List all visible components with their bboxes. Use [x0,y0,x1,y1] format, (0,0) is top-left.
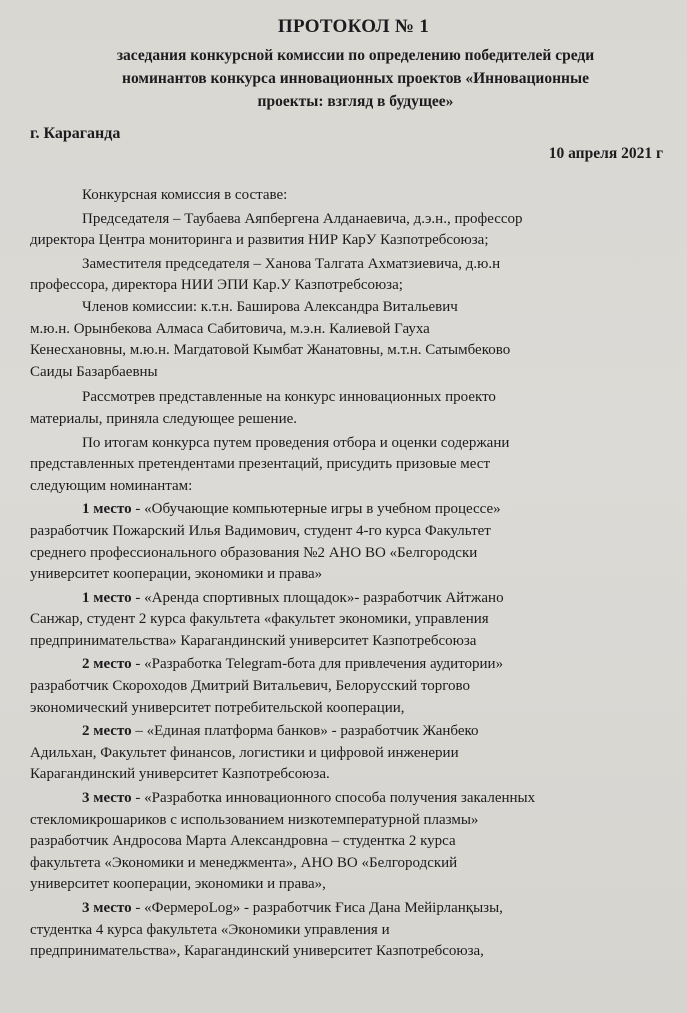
text-line: разработчик Скороходов Дмитрий Витальевич, Белорусский торгово [30,678,471,695]
date: 10 апреля 2021 г [548,145,663,162]
text-line: Санжар, студент 2 курса факультета «факультет экономики, управления [30,611,489,628]
text-line: Карагандинский университет Казпотребсоюза. [30,766,330,783]
text-line: университет кооперации, экономики и права» [30,566,323,583]
text-line: предпринимательства», Карагандинский университет Казпотребсоюза, [30,943,484,960]
text-line: Адильхан, Факультет финансов, логистики и цифровой инженерии [30,744,459,761]
protocol-title: ПРОТОКОЛ № 1 [277,16,430,37]
subtitle-line: номинантов конкурса инновационных проектов «Инновационные [122,70,589,87]
text-line: По итогам конкурса путем проведения отбора и оценки содержани [82,434,510,451]
award-item [30,788,677,896]
award-text: - «Обучающие компьютерные игры в учебном процессе» [131,501,501,518]
text-line [30,898,677,920]
text-line: экономический университет потребительской кооперации, [30,699,405,716]
text-line [30,721,677,743]
award-place: 2 место [82,723,132,740]
decision-results-intro [30,433,677,498]
text-line [30,588,677,610]
award-text: - «Аренда спортивных площадок»- разработчик Айтжано [131,589,504,606]
text-line: Конкурсная комиссия в составе: [82,187,288,203]
award-place: 3 место [82,900,132,916]
text-line: факультета «Экономики и менеджмента», АНО ВО «Белгородский [30,854,458,871]
text-line: предпринимательства» Карагандинский университет Казпотребсоюза [30,632,477,649]
award-item [30,654,677,719]
text-line: разработчик Пожарский Илья Вадимович, студент 4-го курса Факультет [30,522,491,539]
award-item [30,898,677,963]
text-line: стекломикрошариков с использованием низкотемпературной плазмы» [30,811,479,828]
text-line: Рассмотрев представленные на конкурс инновационных проекто [82,389,496,406]
award-place: 2 место [82,656,132,673]
text-line: Саиды Базарбаевны [30,363,158,380]
text-line [30,654,677,676]
award-place: 3 место [82,790,132,807]
decision-considered [30,387,677,430]
text-line: м.ю.н. Орынбекова Алмаса Сабитовича, м.э.н. Калиевой Гауха [30,320,430,337]
subtitle-line: заседания конкурсной комиссии по определению победителей среди [116,47,595,64]
award-item [30,588,677,653]
award-text: - «Разработка инновационного способа получения закаленных [131,790,536,807]
commission-intro [30,185,677,207]
award-text: - «Разработка Telegram-бота для привлечения аудитории» [131,656,504,673]
text-line: Членов комиссии: к.т.н. Баширова Александра Витальевич [82,298,458,315]
text-line: следующим номинантам: [30,477,193,494]
commission-chair [30,209,677,252]
protocol-subtitle [40,44,671,113]
text-line: материалы, приняла следующее решение. [30,410,298,427]
award-item [30,499,677,585]
text-line: Заместителя председателя – Ханова Талгата Ахматзиевича, д.ю.н [82,255,501,272]
text-line: профессора, директора НИИ ЭПИ Кар.У Казпотребсоюза; [30,277,403,294]
text-line: Председателя – Таубаева Аяпбергена Алданаевича, д.э.н., профессор [82,210,523,227]
text-line: Кенесхановны, м.ю.н. Магдатовой Кымбат Жанатовны, м.т.н. Сатымбеково [30,342,511,359]
commission-deputy [30,254,677,297]
city: г. Караганда [30,125,121,142]
award-text: - «ФермероLog» - разработчик Ғиса Дана Мейірланқызы, [131,900,503,916]
text-line: директора Центра мониторинга и развития НИР КарУ Казпотребсоюза; [30,232,489,249]
subtitle-line: проекты: взгляд в будущее» [257,93,454,110]
text-line: представленных претендентами презентаций, присудить призовые мест [30,456,491,473]
award-text: – «Единая платформа банков» - разработчик Жанбеко [131,723,479,740]
award-item [30,721,677,786]
award-place: 1 место [82,589,132,606]
text-line: разработчик Андросова Марта Александровна – студентка 2 курса [30,833,456,850]
text-line: среднего профессионального образования №2 АНО ВО «Белгородски [30,544,478,561]
text-line [30,788,677,810]
text-line [30,499,677,521]
text-line: университет кооперации, экономики и права», [30,876,326,893]
commission-members [30,297,677,383]
text-line: студентка 4 курса факультета «Экономики управления и [30,921,390,938]
award-place: 1 место [82,501,132,518]
